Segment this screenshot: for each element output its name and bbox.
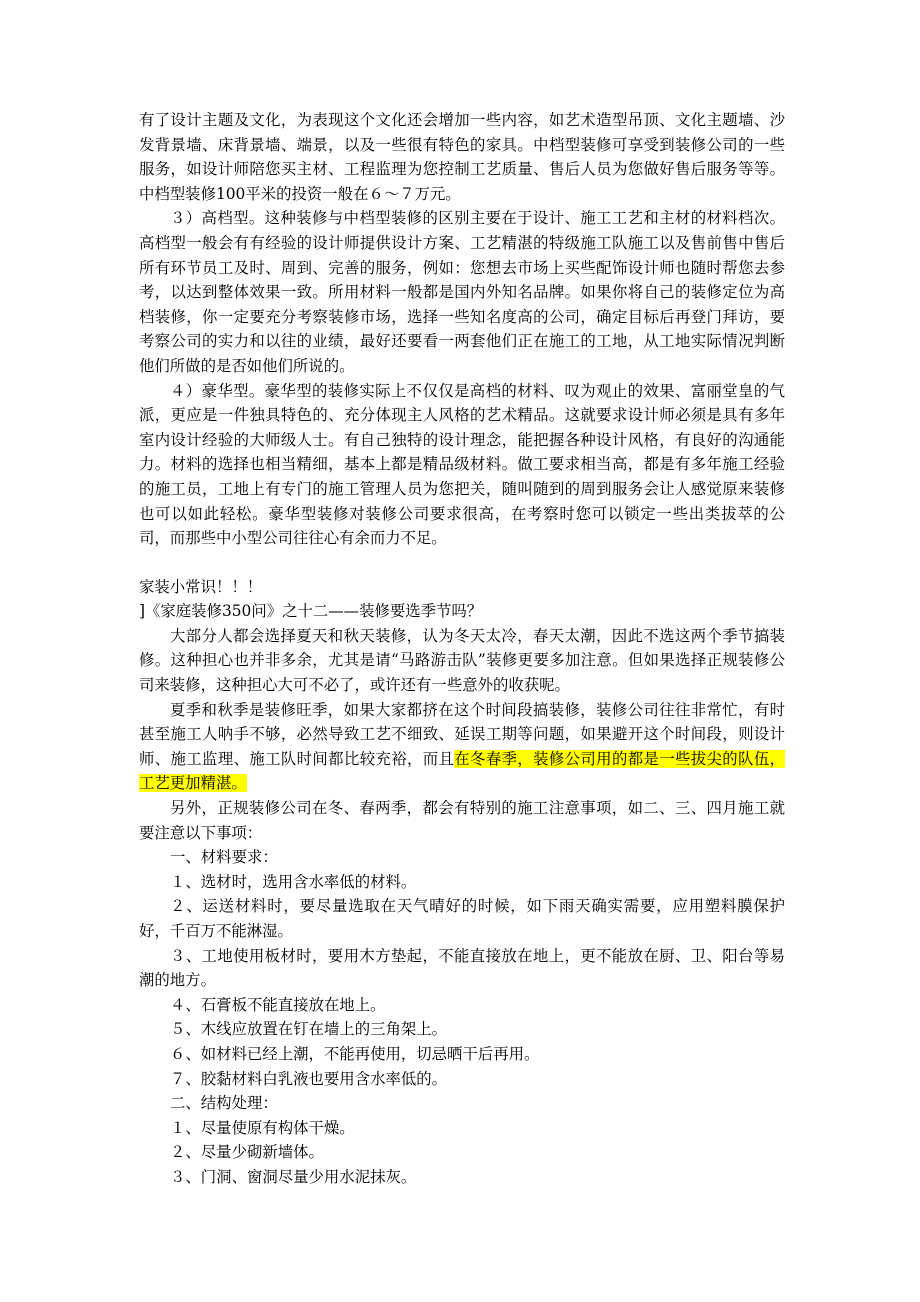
peak-season-text: 夏季和秋季是装修旺季，如果大家都挤在这个时间段搞装修，装修公司往往非常忙，有时甚至施工人呐手不够，必然导致工艺不细致、延误工期等问题，如果避开这个时间段，则设计师、施工监理、施工队时间都比较充裕，而且 <box>139 700 785 768</box>
document-body <box>139 108 785 1190</box>
list-item: ２、尽量少砌新墙体。 <box>170 1143 324 1162</box>
list-item: ４、石膏板不能直接放在地上。 <box>170 995 386 1014</box>
list-item: ６、如材料已经上潮，不能再使用，切忌晒干后再用。 <box>170 1044 540 1063</box>
list-item: ７、胶黏材料白乳液也要用含水率低的。 <box>170 1069 448 1088</box>
section-subheading: ]《家庭装修350问》之十二——装修要选季节吗？ <box>139 602 483 621</box>
section-heading: 家装小常识！！！ <box>139 577 263 596</box>
list-item: ５、木线应放置在钉在墙上的三角架上。 <box>170 1020 448 1039</box>
list-heading-materials: 一、材料要求： <box>170 848 278 867</box>
paragraph-season-choice: 大部分人都会选择夏天和秋天装修，认为冬天太冷，春天太潮，因此不选这两个季节搞装修。这种担心也并非多余，尤其是请“马路游击队”装修更要多加注意。但如果选择正规装修公司来装修，这种担心大可不必了，或许还有一些意外的收获呢。 <box>139 626 785 695</box>
list-heading-structure: 二、结构处理： <box>170 1094 278 1113</box>
list-item: ２、运送材料时，要尽量选取在天气晴好的时候，如下雨天确实需要，应用塑料膜保护好，千百万不能淋湿。 <box>139 897 785 940</box>
blank-line <box>139 551 785 575</box>
paragraph-peak-season <box>139 698 785 796</box>
highlighted-text: 在冬春季，装修公司用的都是一些拔尖的队伍，工艺更加精湛。 <box>139 749 785 793</box>
paragraph-mid-grade: 有了设计主题及文化，为表现这个文化还会增加一些内容，如艺术造型吊顶、文化主题墙、沙发背景墙、床背景墙、端景，以及一些很有特色的家具。中档型装修可享受到装修公司的一些服务，如设计师陪您买主材、工程监理为您控制工艺质量、售后人员为您做好售后服务等等。中档型装修100平米的投资一般在６～７万元。 <box>139 111 785 203</box>
list-item: １、尽量使原有构体干燥。 <box>170 1118 355 1137</box>
list-item: ３、工地使用板材时，要用木方垫起，不能直接放在地上，更不能放在厨、卫、阳台等易潮的地方。 <box>139 946 785 990</box>
paragraph-notes-intro: 另外，正规装修公司在冬、春两季，都会有特别的施工注意事项，如二、三、四月施工就要注意以下事项： <box>139 799 785 842</box>
list-item: ３、门洞、窗洞尽量少用水泥抹灰。 <box>170 1167 417 1186</box>
list-item: １、选材时，选用含水率低的材料。 <box>170 872 417 891</box>
paragraph-luxury: ４）豪华型。豪华型的装修实际上不仅仅是高档的材料、叹为观止的效果、富丽堂皇的气派，更应是一件独具特色的、充分体现主人风格的艺术精品。这就要求设计师必须是具有多年室内设计经验的大师级人士。有自己独特的设计理念，能把握各种设计风格，有良好的沟通能力。材料的选择也相当精细，基本上都是精品级材料。做工要求相当高，都是有多年施工经验的施工员，工地上有专门的施工管理人员为您把关，随叫随到的周到服务会让人感觉原来装修也可以如此轻松。豪华型装修对装修公司要求很高，在考察时您可以锁定一些出类拔萃的公司，而那些中小型公司往往心有余而力不足。 <box>139 381 785 548</box>
paragraph-high-grade: ３）高档型。这种装修与中档型装修的区别主要在于设计、施工工艺和主材的材料档次。高档型一般会有有经验的设计师提供设计方案、工艺精湛的特级施工队施工以及售前售中售后所有环节员工及时、周到、完善的服务，例如：您想去市场上买些配饰设计师也随时帮您去参考，以达到整体效果一致。所用材料一般都是国内外知名品牌。如果你将自己的装修定位为高档装修，你一定要充分考察装修市场，选择一些知名度高的公司，确定目标后再登门拜访，要考察公司的实力和以往的业绩，最好还要看一两套他们正在施工的工地，从工地实际情况判断他们所做的是否如他们所说的。 <box>139 209 785 375</box>
